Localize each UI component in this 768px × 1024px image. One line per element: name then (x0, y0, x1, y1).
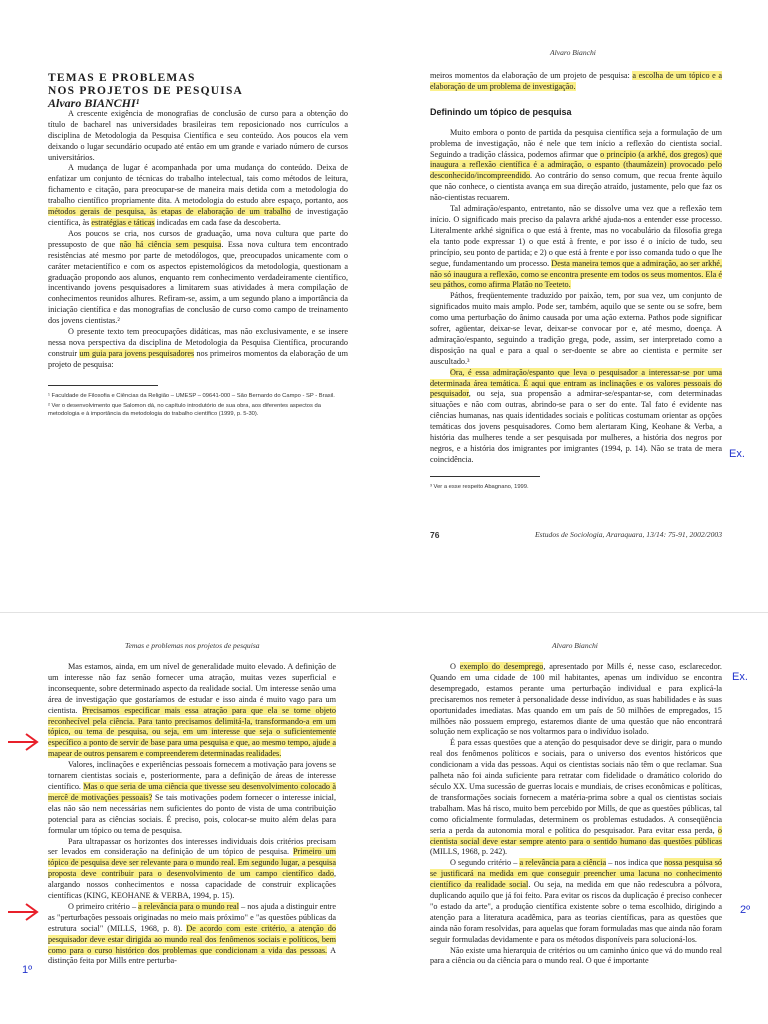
annotation-ex: Ex. (729, 448, 745, 460)
paragraph: Muito embora o ponto de partida da pesquisa científica seja a formulação de um problema de investigação, não é nele que tem início a reflexão do cientista social. Seguindo a tradição clássica, podemos afirmar que o princípio (a arkhé, dos gregos) que inaugura a reflexão científica é a admiração, o espanto (thaumázein) provocado pelo desconhecido/incompreendido. Ao contrário do senso comum, que recua frente àquilo que não conhece, o cientista avança em sua direção atraído, justamente, pelo que faz os não-cientistas recuarem. (430, 127, 722, 203)
paragraph: O primeiro critério – a relevância para o mundo real – nos ajuda a distinguir entre as "perturbações pessoais originadas no meio mais próximo" e "as questões públicas da estrutura social" (MILLS, 1968, p. 8). De acordo com este critério, a atenção do pesquisador deve estar dirigida ao mundo real dos fenômenos sociais e políticos, bem como para o curso histórico dos problemas que condicionam a vida das pessoas. A distinção feita por Mills entre perturba- (48, 901, 336, 966)
highlight: Precisamos especificar mais essa atração para que ela se torne objeto reconhecível pela ciência. Para tanto precisamos delimitá-la, transformando-a em um tópico, ou tema de pesquisa, ou seja, em um interesse que seja o suficientemente específico a ponto de servir de base para uma pesquisa e que, ao mesmo tempo, ajude a mapear de outros pensarem e compreenderem determinadas realidades. (48, 705, 336, 759)
article-author: Alvaro BIANCHI¹ (48, 96, 140, 110)
page-footer (430, 530, 722, 540)
journal-citation: Estudos de Sociologia, Araraquara, 13/14: 75-91, 2002/2003 (535, 530, 722, 539)
footnotes (430, 483, 722, 491)
highlight: nossa pesquisa só se justificará na medida em que conseguir preencher uma lacuna no conhecimento científico da realidade social (430, 858, 723, 890)
top-left-page (48, 72, 348, 420)
paragraph: O presente texto tem preocupações didáticas, mas não exclusivamente, e se insere nessa nova perspectiva da disciplina de Metodologia da Pesquisa Científica, procurando construir um guia para jovens pesquisadores nos primeiros momentos da elaboração de um projeto de pesquisa: (48, 327, 348, 369)
spread-separator (0, 612, 768, 613)
footnote-rule (430, 476, 540, 477)
highlight: não há ciência sem pesquisa (119, 239, 222, 249)
paragraph: O exemplo do desemprego, apresentado por Mills é, nesse caso, esclarecedor. Quando em uma cidade de 100 mil habitantes, apenas um indivíduo se encontra desempregado, estamos perante uma perturbação individual e para explicá-la precisaremos nos remeter à personalidade desse indivíduo, as suas habilidades e às suas oportunidades imediatas. Mas quando em um país de 50 milhões de empregados, 15 milhões não possuem emprego, estaremos diante de uma questão que não encontrará solução nem explicação se nos voltarmos para o indivíduo isolado. (430, 662, 722, 737)
highlight: um guia para jovens pesquisadores (79, 348, 195, 358)
highlight: a relevância para o mundo real (138, 901, 239, 911)
bottom-left-page (48, 662, 336, 967)
highlight: o cientista social deve estar sempre atento para o sentido humano das questões públicas (430, 825, 722, 846)
highlight: o princípio (a arkhé, dos gregos) que inaugura a reflexão científica é a admiração, o espanto (thaumázein) provocado pelo desconhecido/incompreendido (430, 149, 722, 181)
annotation-ex: Ex. (732, 671, 748, 683)
top-right-page (430, 71, 722, 493)
paragraph: A crescente exigência de monografias de conclusão de curso para a obtenção do título de bacharel nas universidades brasileiras tem reposicionado nos currículos a disciplina de Metodologia da Pesquisa Científica e seu conteúdo. Aos poucos ela vem deixando o lugar secundário ocupado até então em um grande e variado número de cursos universitários. (48, 108, 348, 162)
red-arrow-icon (6, 732, 40, 752)
running-header: Alvaro Bianchi (550, 48, 596, 57)
paragraph: Não existe uma hierarquia de critérios ou um caminho único que vá do mundo real para a ciência ou da ciência para o mundo real. O que é importante (430, 945, 722, 966)
highlight: métodos gerais de pesquisa, às etapas de elaboração de um trabalho (48, 207, 291, 217)
highlight: a relevância para a ciência (519, 858, 607, 868)
footnote: ² Ver o desenvolvimento que Salomon dá, no capítulo introdutório de sua obra, aos diferentes aspectos da metodologia e à importância da metodologia do trabalho científico (1999, p. 5-30). (48, 402, 321, 417)
paragraph: O segundo critério – a relevância para a ciência – nos indica que nossa pesquisa só se justificará na medida em que conseguir preencher uma lacuna no conhecimento científico da realidade social. Ou seja, na medida em que não redescubra a pólvora, duplicando aquilo que já foi feito. Para evitar os riscos da duplicação é preciso conhecer "o estado da arte", a produção científica existente sobre o tema escolhido, dirigindo a atenção para a literatura acadêmica, para as teorias científicas, para as questões que ainda não foram resolvidas, para aquelas que foram formuladas mas que ainda não foram seguir formuladas devidamente e para os métodos disponíveis para solucioná-los. (430, 858, 723, 944)
page-number: 76 (430, 530, 440, 540)
paragraph: Mas estamos, ainda, em um nível de generalidade muito elevado. A definição de um interesse não faz senão fornecer uma atração, muitas vezes superficial e inconsequente, sobre determinado aspecto da realidade social. Um interesse senão uma área de investigação que gostaríamos de estudar e isso ainda é muito vago para um cientista. Precisamos especificar mais essa atração para que ela se torne objeto reconhecível pela ciência. Para tanto precisamos delimitá-la, transformando-a em um tópico, ou tema de pesquisa, ou seja, em um interesse que seja o suficientemente específico a ponto de servir de base para uma pesquisa e que, ao mesmo tempo, ajude a mapear de outros pensarem e compreenderem determinadas realidades. (48, 662, 336, 759)
footnote: ³ Ver a esse respeito Abagnano, 1999. (430, 483, 529, 490)
highlight: a escolha de um tópico e a elaboração de um problema de investigação. (430, 71, 722, 91)
paragraph: Para ultrapassar os horizontes dos interesses individuais dois critérios precisam ser levados em consideração na definição de um tópico de pesquisa. Primeiro um tópico de pesquisa deve ser relevante para o mundo real. Em segundo lugar, a pesquisa proposta deve contribuir para o desenvolvimento de um campo científico dado, alargando nossos conhecimentos e nossa capacidade de construir explicações científicas (KING, KEOHANE & VERBA, 1994, p. 15). (48, 836, 336, 901)
highlight: De acordo com este critério, a atenção do pesquisador deve estar dirigida ao mundo real dos fenômenos sociais e políticos, bem como para o curso histórico dos problemas que condicionam a vida das pessoas. (48, 923, 336, 955)
annotation-number: 1º (22, 964, 33, 976)
paragraph: Valores, inclinações e experiências pessoais fornecem a motivação para jovens se tornarem cientistas sociais e, posteriormente, para a definição de áreas de interesse científico. Mas o que seria de uma ciência que tivesse seu desenvolvimento colocado à mercê de motivações pessoais? Se tais motivações podem fornecer o interesse inicial, elas não são nem necessárias nem suficientes do ponto de vista de uma contribuição potencial para as ciências sociais. É preciso, pois, colocar-se muito além delas para formular um tópico ou tema de pesquisa. (48, 760, 336, 835)
highlight: exemplo do desemprego (459, 662, 544, 671)
footnotes (48, 392, 348, 418)
paragraph: É para essas questões que a atenção do pesquisador deve se dirigir, para o mundo real dos fenômenos políticos e sociais, para o universo dos eventos históricos que condicionam a vida das pessoas. Aqui os cientistas sociais não têm o que reclamar. Sua palheta não foi ainda suficiente para retratar com fidelidade o dramático colorido do século XX. Uma sucessão de guerras locais e mundiais, de crises econômicas e políticas, de transformações sociais fornecem a matéria-prima sobre a qual os cientistas sociais trabalham. Mas há risco, muito bem percebido por Mills, de que as questões públicas, tal como oficialmente formuladas, determinem os problemas estudados. A conseqüência seria a perda da autonomia moral e política do pesquisador. Para evitar essa perda, o cientista social deve estar sempre atento para o sentido humano das questões públicas (MILLS, 1968, p. 242). (430, 738, 722, 857)
article-title-line1: TEMAS E PROBLEMAS (48, 72, 196, 84)
footnote: ¹ Faculdade de Filosofia e Ciências da Religião – UMESP – 09641-000 – São Bernardo do Campo - SP - Brasil. (48, 392, 335, 399)
red-arrow-icon (6, 902, 40, 922)
article-title-line2: NOS PROJETOS DE PESQUISA (48, 85, 244, 97)
paragraph: Aos poucos se cria, nos cursos de graduação, uma nova cultura que parte do pressuposto de que não há ciência sem pesquisa. Essa nova cultura tem encontrado resistências até mesmo por parte de metodólogos, que, preocupados unicamente com o caráter metacientífico e com os aspectos epistemológicos da metodologia, questionam a graduação propondo aos alunos, enquanto rem conhecimento verdadeiramente científico, incentivando jovens pesquisadores a limitarem suas atividades à mera compilação de conhecimentos reunidos alhures. Refiram-se, assim, a um segundo plano a importância da iniciação científica e das monografias de conclusão de curso como campo de treinamento dos jovens cientistas.² (48, 228, 348, 326)
highlight: Primeiro um tópico de pesquisa deve ser relevante para o mundo real. Em segundo lugar, a pesquisa proposta deve contribuir para o desenvolvimento de um campo científico dado (48, 847, 336, 879)
paragraph: Tal admiração/espanto, entretanto, não se dissolve uma vez que a reflexão tem início. O significado mais preciso da palavra arkhé ajuda-nos a entender esse processo. Literalmente arkhé significa o que está à frente, mas no vocabulário da filosofia grega ela tanto pode expressar 1) o que está à frente, e por isso é o início de tudo, seu princípio, seu ponto de partida; e 2) o que está à frente e por isso comanda tudo o que lhe segue, fundamentando um processo. Desta maneira temos que a admiração, ao ser arkhé, não só inaugura a reflexão, como se encontra presente em todos os seus momentos. Ela é seu páthos, como afirma Platão no Teeteto. (430, 204, 722, 290)
paragraph: meiros momentos da elaboração de um projeto de pesquisa: a escolha de um tópico e a elaboração de um problema de investigação. (430, 71, 722, 91)
paragraph: Ora, é essa admiração/espanto que leva o pesquisador a interessar-se por uma determinada área temática. É aqui que entram as inclinações e os valores pessoais do pesquisador, ou seja, sua propensão a admirar-se/espantar-se, com determinadas situações e não com outras, abrindo-se para o ser do ente. Tal fato é evidente nas ciências humanas, nas quais identidades sociais e políticas costumam orientar as opções temáticas dos jovens pesquisadores. Como bem alertaram King, Keohane & Verba, a história das mulheres tende a ser pesquisada por mulheres, a história dos negros por negros, e a história dos imigrantes por imigrantes (1994, p. 14). Não se trata de mera coincidência. (430, 367, 722, 464)
footnote-rule (48, 385, 158, 386)
running-header: Alvaro Bianchi (552, 641, 598, 650)
highlight: Mas o que seria de uma ciência que tivesse seu desenvolvimento colocado à mercê de motivações pessoais? (48, 781, 336, 802)
running-header: Temas e problemas nos projetos de pesquisa (125, 641, 260, 650)
bottom-right-page (430, 662, 722, 967)
paragraph: Páthos, freqüentemente traduzido por paixão, tem, por sua vez, um conjunto de significados muito mais amplo. Pode ser, também, aquilo que se sente ou se sofre, bem como uma perturbação do ânimo causada por uma ação externa. Pathos pode significar sofrer, agüentar, deixar-se levar, deixar-se convocar por e, até mesmo, doença. A admiração/espanto, seguindo a tradição grega, pode, assim, ser interpretado como a disposição na qual e para a qual o ser-doente se abre ao cientista e permite ser auscultado.³ (430, 291, 722, 366)
highlight: estratégias e táticas (91, 217, 155, 227)
annotation-number: 2º (740, 904, 751, 916)
highlight: Desta maneira temos que a admiração, ao ser arkhé, não só inaugura a reflexão, como se encontra presente em todos os seus momentos. Ela é seu páthos, como afirma Platão no Teeteto. (430, 258, 722, 290)
highlight: Ora, é essa admiração/espanto que leva o pesquisador a interessar-se por uma determinada área temática. É aqui que entram as inclinações e os valores pessoais do pesquisador (430, 367, 722, 399)
paragraph: A mudança de lugar é acompanhada por uma mudança do conteúdo. Deixa de enfatizar um conjunto de técnicas do trabalho intelectual, tais como métodos de leitura, fichamento e citação, para preocupar-se de maneira mais detida com a metodologia do trabalho científico propriamente dita. A metodologia do estudo abre espaço, portanto, aos métodos gerais de pesquisa, às etapas de elaboração de um trabalho de investigação científica, às estratégias e táticas indicadas em cada fase da descoberta. (48, 163, 348, 227)
section-title: Definindo um tópico de pesquisa (430, 106, 572, 117)
